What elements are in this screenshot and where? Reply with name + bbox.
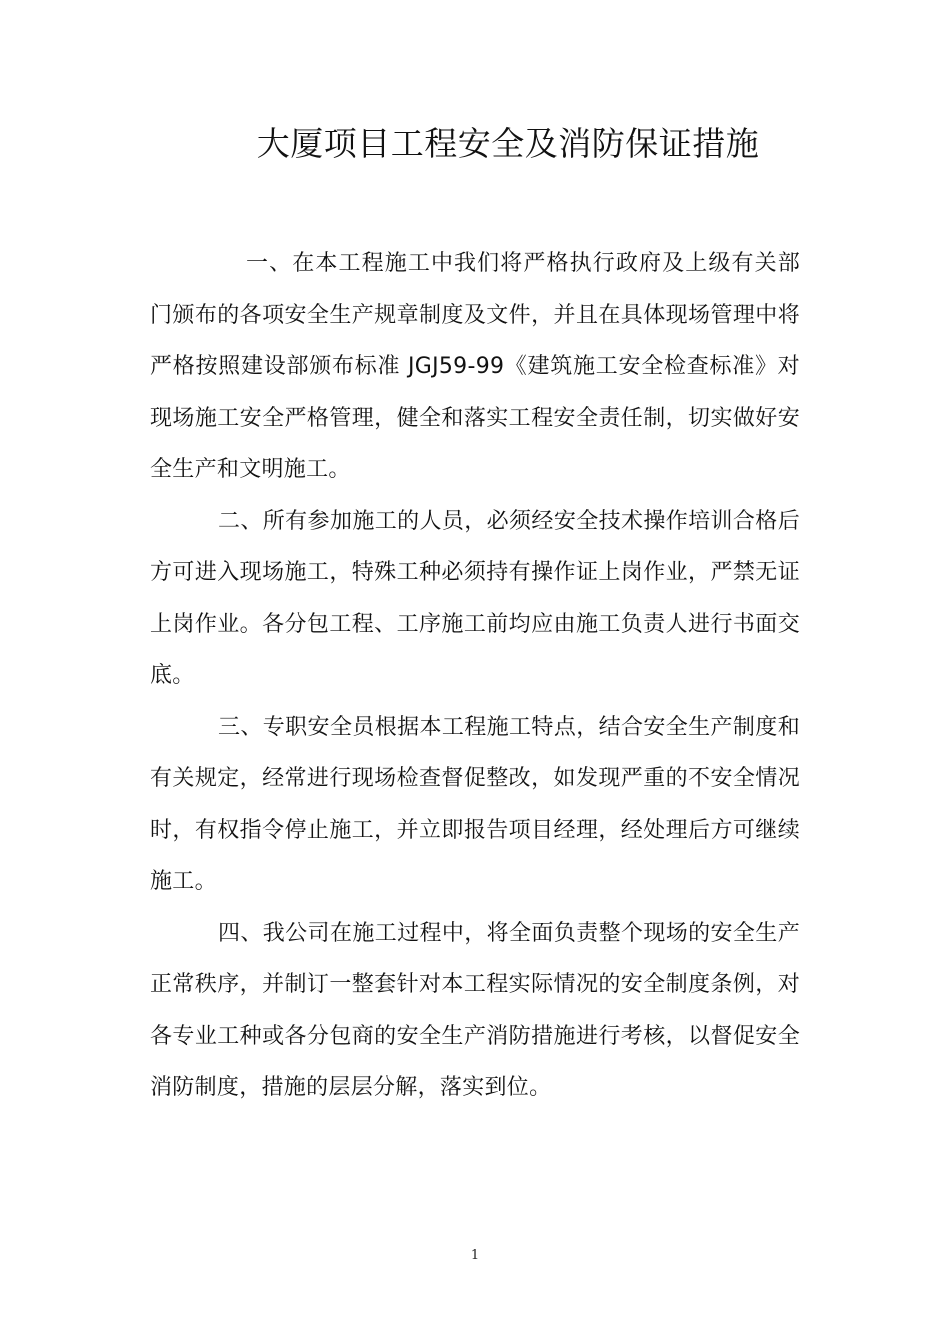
- paragraph-3: 三、专职安全员根据本工程施工特点，结合安全生产制度和有关规定，经常进行现场检查督促整改，如发现严重的不安全情况时，有权指令停止施工，并立即报告项目经理，经处理后方可继续施工。: [150, 714, 800, 894]
- paragraph-2: 二、所有参加施工的人员，必须经安全技术操作培训合格后方可进入现场施工，特殊工种必须持有操作证上岗作业，严禁无证上岗作业。各分包工程、工序施工前均应由施工负责人进行书面交底。: [150, 508, 800, 688]
- page-number: 1: [470, 1248, 480, 1263]
- paragraph-1: 一、在本工程施工中我们将严格执行政府及上级有关部门颁布的各项安全生产规章制度及文件，并且在具体现场管理中将严格按照建设部颁布标准 JGJ59-99《建筑施工安全检查标准》对现场施工安全严格管理，健全和落实工程安全责任制，切实做好安全生产和文明施工。: [150, 251, 800, 482]
- document-body: [150, 238, 800, 1114]
- document-title: 大厦项目工程安全及消防保证措施: [256, 124, 760, 163]
- paragraph-4: 四、我公司在施工过程中，将全面负责整个现场的安全生产正常秩序，并制订一整套针对本工程实际情况的安全制度条例，对各专业工种或各分包商的安全生产消防措施进行考核，以督促安全消防制度，措施的层层分解，落实到位。: [150, 920, 800, 1100]
